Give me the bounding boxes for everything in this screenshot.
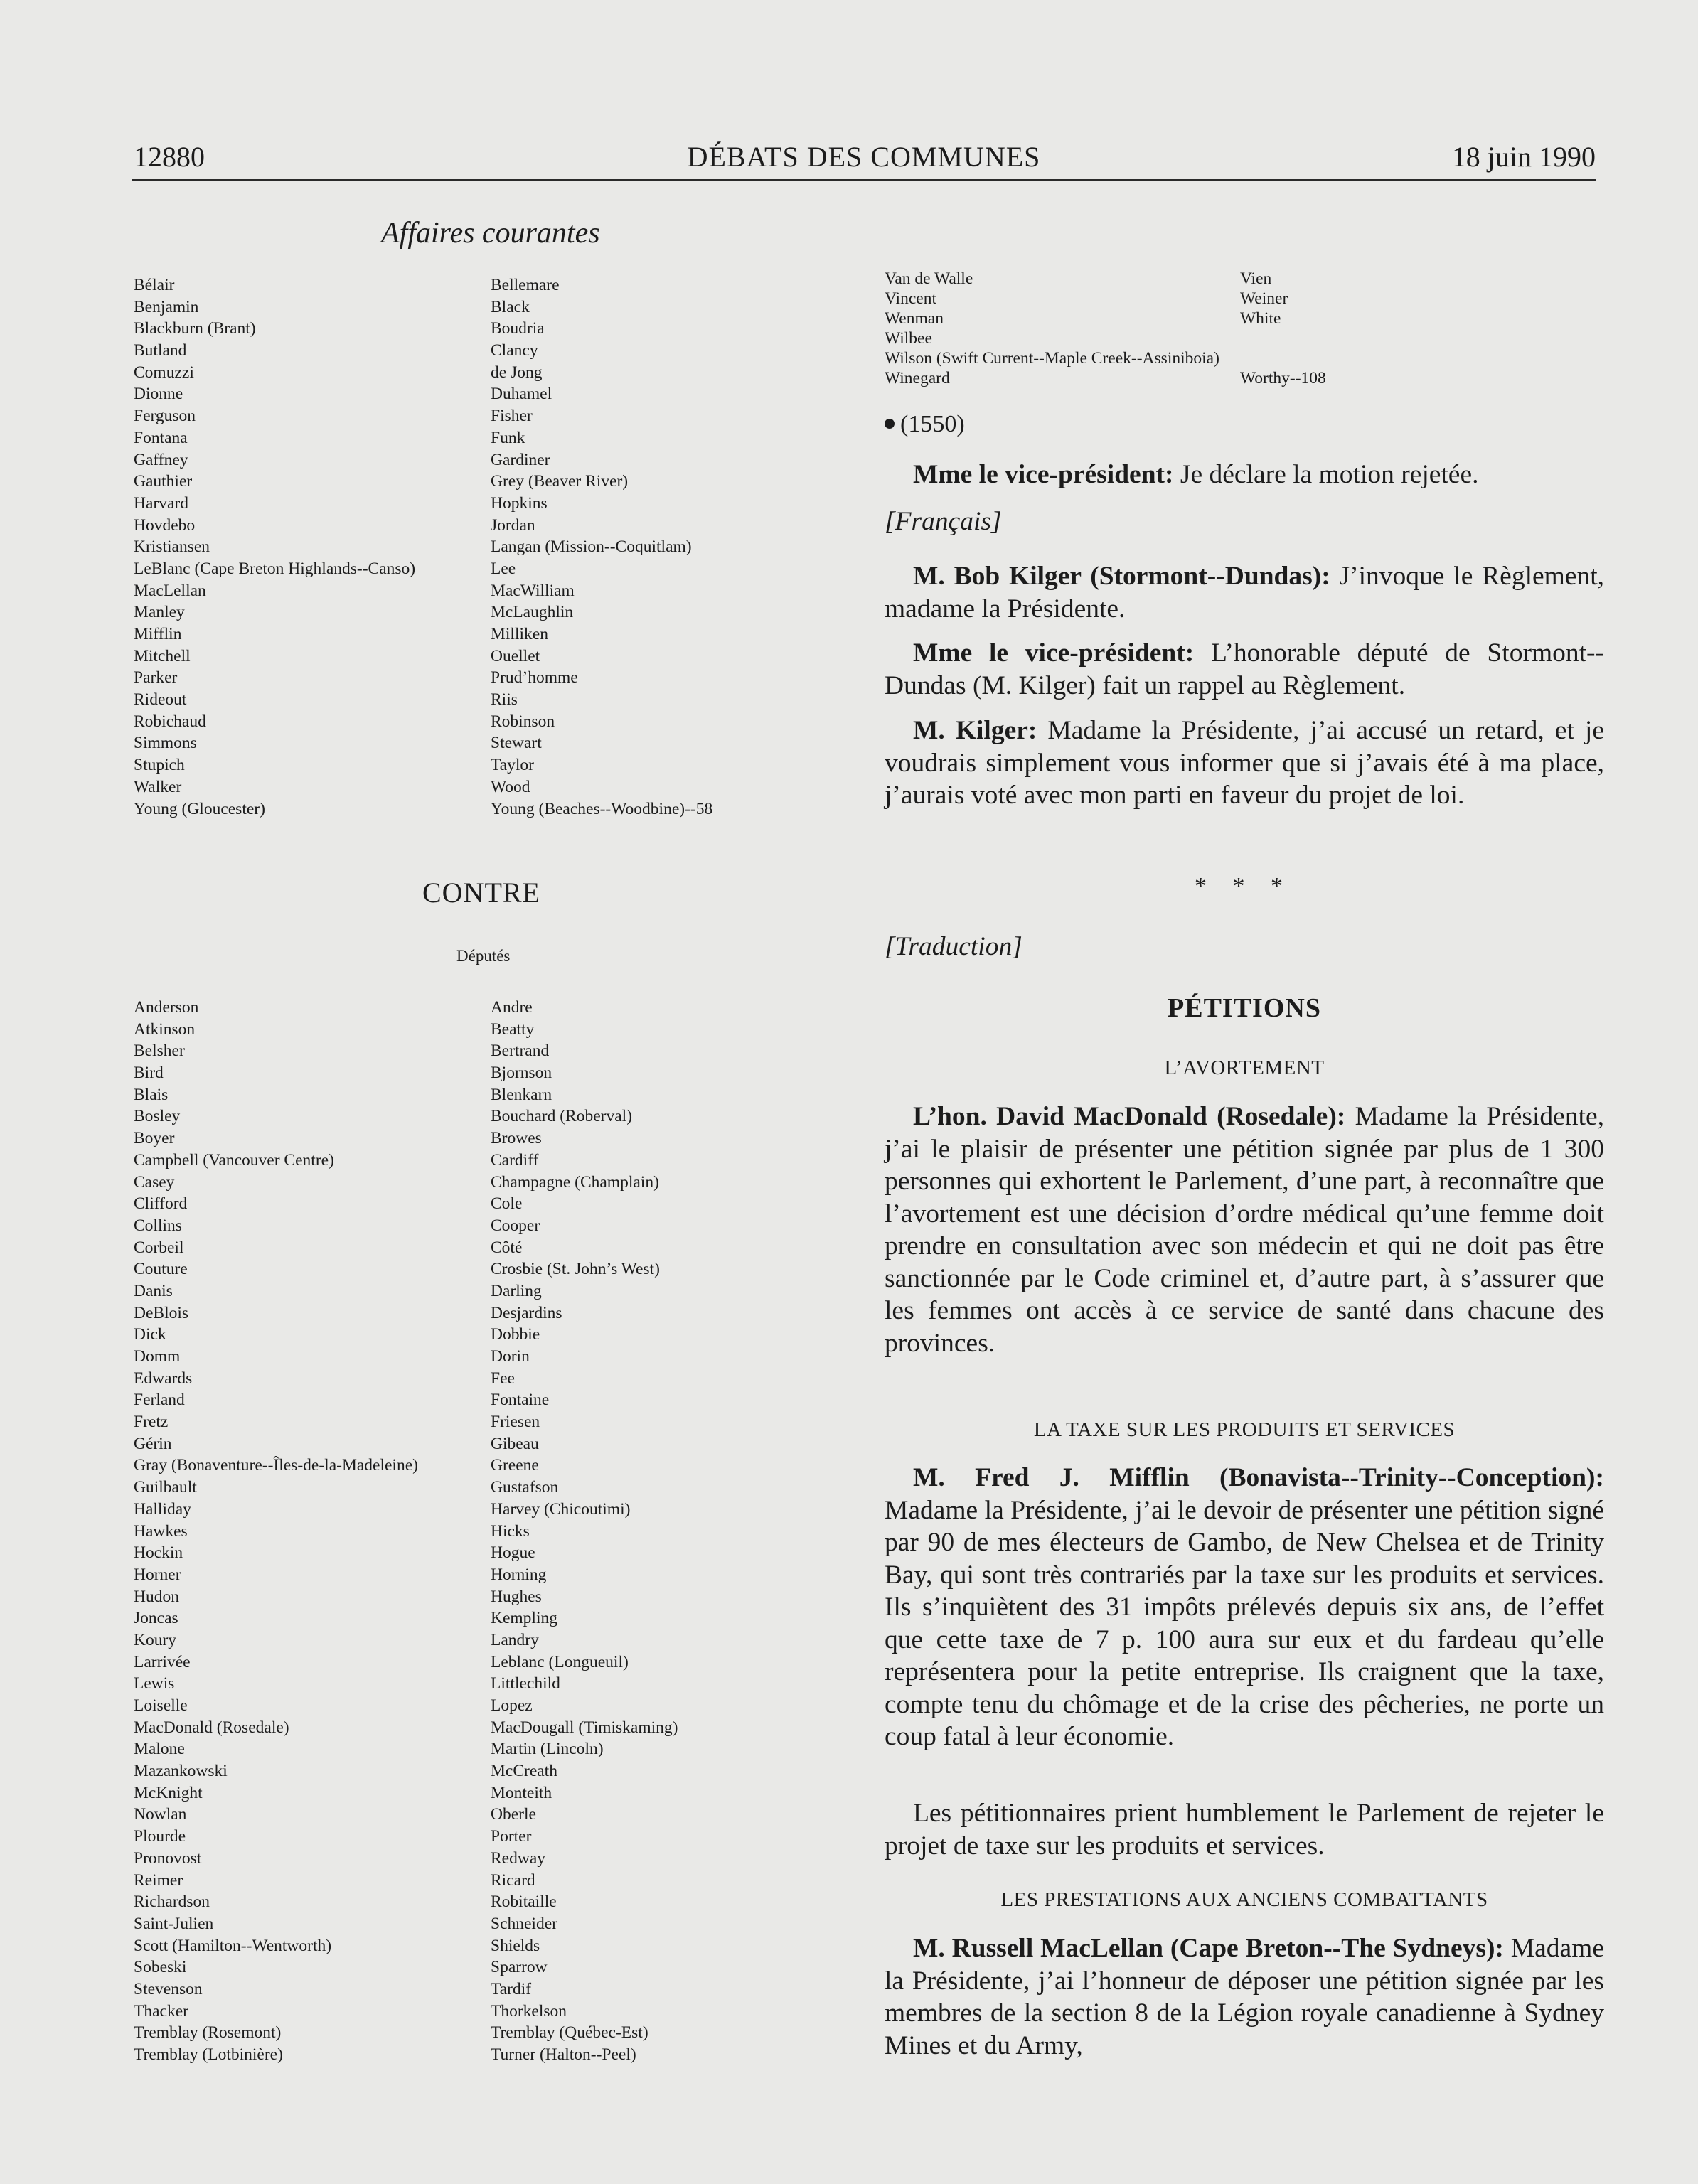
member-name: LeBlanc (Cape Breton Highlands--Canso)	[134, 559, 416, 578]
member-name: Tremblay (Québec-Est)	[491, 2023, 648, 2043]
member-name: Andre	[491, 998, 533, 1017]
pour-list-col2	[491, 274, 712, 820]
member-name: Prud’homme	[491, 668, 578, 687]
member-row	[885, 269, 1604, 289]
member-name: Clifford	[134, 1194, 188, 1214]
member-name: Worthy--108	[1240, 369, 1326, 387]
member-name: Jordan	[491, 515, 535, 535]
member-name: Redway	[491, 1848, 546, 1868]
paragraph-5: L’hon. David MacDonald (Rosedale): Madame la Présidente, j’ai le plaisir de présenter une pétition signée par plus de 1 300 personnes qui exhortent le Parlement, d’une part, à reconnaître que l’avortement est une décision d’ordre médical qu’une femme doit prendre en consultation avec son médecin et qui ne doit pas être sanctionnée par le Code criminel et, d’autre part, à s’assurer que les femmes ont accès à ce service de santé dans chacune des provinces.	[885, 1102, 1605, 1358]
member-name: Turner (Halton--Peel)	[491, 2045, 636, 2064]
member-row	[885, 289, 1604, 309]
member-name: Fisher	[491, 407, 533, 426]
member-name: Ricard	[491, 1870, 535, 1890]
publication-title: DÉBATS DES COMMUNES	[687, 141, 1041, 173]
member-name: Walker	[134, 777, 182, 796]
member-name: White	[1240, 309, 1281, 328]
member-name: Horning	[491, 1565, 547, 1584]
member-name: Belsher	[134, 1042, 185, 1061]
member-name: Mitchell	[134, 646, 191, 665]
member-name: Desjardins	[491, 1303, 562, 1322]
member-name: MacWilliam	[491, 581, 575, 600]
member-name: Cooper	[491, 1216, 540, 1235]
member-name: Friesen	[491, 1413, 540, 1432]
member-name: Anderson	[134, 998, 199, 1017]
member-name: Clancy	[491, 341, 538, 360]
paragraph-7: Les pétitionnaires prient humblement le Parlement de rejeter le projet de taxe sur les produits et services.	[885, 1799, 1604, 1861]
member-name: Hudon	[134, 1587, 179, 1606]
member-name: Browes	[491, 1129, 542, 1148]
member-name: Hopkins	[491, 493, 548, 513]
subheading-avortement: L’AVORTEMENT	[1164, 1056, 1325, 1079]
member-name: Hovdebo	[134, 515, 196, 535]
member-name: Collins	[134, 1216, 182, 1235]
member-name: Stewart	[491, 734, 542, 753]
member-name: Young (Gloucester)	[134, 799, 265, 818]
member-name: Manley	[134, 603, 185, 622]
member-name: Tremblay (Rosemont)	[134, 2023, 282, 2043]
member-name: Campbell (Vancouver Centre)	[134, 1150, 334, 1169]
member-name: Harvard	[134, 493, 188, 513]
member-name: Simmons	[134, 734, 197, 753]
member-name: Corbeil	[134, 1238, 184, 1257]
member-name: Boyer	[134, 1129, 175, 1148]
member-name: Lopez	[491, 1696, 533, 1715]
member-name: Cardiff	[491, 1150, 539, 1169]
member-name: Cole	[491, 1194, 523, 1214]
contre-list-col1	[134, 997, 418, 2066]
member-name: MacLellan	[134, 581, 206, 600]
member-name: Fretz	[134, 1413, 169, 1432]
subheading-tps: LA TAXE SUR LES PRODUITS ET SERVICES	[1033, 1418, 1456, 1441]
member-name: Riis	[491, 690, 518, 710]
member-name: Rideout	[134, 690, 187, 710]
member-name: Weiner	[1240, 289, 1288, 308]
member-name: Gardiner	[491, 450, 550, 469]
member-name: Stupich	[134, 756, 185, 775]
member-name: Blenkarn	[491, 1085, 552, 1104]
member-name: Taylor	[491, 756, 534, 775]
member-name: Vien	[1240, 269, 1272, 288]
member-name: Martin (Lincoln)	[491, 1740, 604, 1759]
member-name: Richardson	[134, 1893, 210, 1912]
member-row	[885, 348, 1604, 368]
member-name: Winegard	[885, 369, 950, 387]
member-name: Grey (Beaver River)	[491, 472, 629, 491]
member-name: Scott (Hamilton--Wentworth)	[134, 1936, 332, 1955]
member-name: McKnight	[134, 1783, 203, 1802]
member-name: Hughes	[491, 1587, 542, 1606]
member-name: Robitaille	[491, 1893, 557, 1912]
member-name: Hicks	[491, 1521, 530, 1541]
member-name: Sobeski	[134, 1958, 187, 1977]
section-title: Affaires courantes	[381, 217, 600, 250]
member-name: Côté	[491, 1238, 523, 1257]
member-name: Loiselle	[134, 1696, 188, 1715]
publication-date: 18 juin 1990	[1451, 141, 1596, 173]
member-name: Bird	[134, 1064, 164, 1083]
member-name: Bosley	[134, 1107, 181, 1126]
member-name: Malone	[134, 1740, 185, 1759]
member-name: Langan (Mission--Coquitlam)	[491, 537, 692, 557]
member-name: Fontana	[134, 428, 188, 447]
member-name: Blackburn (Brant)	[134, 319, 256, 338]
member-name: Couture	[134, 1260, 188, 1279]
member-name: DeBlois	[134, 1303, 189, 1322]
member-name: Fee	[491, 1369, 515, 1388]
member-name: Parker	[134, 668, 178, 687]
member-name: Harvey (Chicoutimi)	[491, 1499, 631, 1519]
member-name: Dionne	[134, 385, 183, 404]
member-name: Butland	[134, 341, 187, 360]
member-name: MacDonald (Rosedale)	[134, 1718, 289, 1737]
member-name: Bouchard (Roberval)	[491, 1107, 633, 1126]
member-name: Nowlan	[134, 1805, 187, 1824]
member-name: Thorkelson	[491, 2001, 567, 2020]
member-name: Danis	[134, 1281, 173, 1300]
member-name: Ferland	[134, 1391, 185, 1410]
member-name: Robinson	[491, 712, 555, 731]
member-name: Koury	[134, 1630, 177, 1649]
member-name: Horner	[134, 1565, 181, 1584]
member-name: Hogue	[491, 1543, 535, 1563]
member-row	[885, 328, 1604, 348]
language-marker-fr: [Français]	[885, 507, 1002, 536]
member-name: Hockin	[134, 1543, 183, 1563]
member-name: Littlechild	[491, 1674, 560, 1693]
member-name: Gustafson	[491, 1478, 559, 1497]
member-name: Gérin	[134, 1434, 172, 1453]
member-name: Gaffney	[134, 450, 188, 469]
member-name: Benjamin	[134, 297, 199, 316]
member-name: Funk	[491, 428, 525, 447]
member-name: Dick	[134, 1325, 166, 1344]
member-name: Dobbie	[491, 1325, 540, 1344]
member-name: Landry	[491, 1630, 539, 1649]
contre-list-col2	[491, 997, 678, 2066]
member-name: McCreath	[491, 1762, 557, 1781]
member-name: Tremblay (Lotbinière)	[134, 2045, 283, 2064]
member-name: Domm	[134, 1347, 181, 1366]
member-name: Monteith	[491, 1783, 552, 1802]
member-name: Darling	[491, 1281, 542, 1300]
member-name: Kristiansen	[134, 537, 210, 557]
pour-list-col1	[134, 274, 415, 820]
member-row	[885, 309, 1604, 328]
member-name: Edwards	[134, 1369, 193, 1388]
member-name: Leblanc (Longueuil)	[491, 1652, 629, 1671]
member-name: Gibeau	[491, 1434, 539, 1453]
paragraph-3: Mme le vice-président: L’honorable député de Stormont--Dundas (M. Kilger) fait un rappel au Règlement.	[885, 638, 1605, 700]
member-name: Robichaud	[134, 712, 206, 731]
deputes-label: Députés	[456, 947, 511, 965]
member-name: MacDougall (Timiskaming)	[491, 1718, 678, 1737]
member-name: Lewis	[134, 1674, 175, 1693]
member-row	[885, 368, 1604, 388]
member-name: Larrivée	[134, 1652, 191, 1671]
member-name: Plourde	[134, 1827, 186, 1846]
member-name: Pronovost	[134, 1848, 202, 1868]
member-name: Halliday	[134, 1499, 191, 1519]
member-name: Beatty	[491, 1019, 535, 1039]
member-name: Bélair	[134, 276, 175, 294]
contre-heading: CONTRE	[422, 877, 540, 909]
paragraph-8: M. Russell MacLellan (Cape Breton--The Sydneys): Madame la Présidente, j’ai l’honneur de déposer une pétition signée par les membres de la section 8 de la Légion royale canadienne à Sydney Mines et du Army,	[885, 1934, 1604, 2060]
member-name: Milliken	[491, 625, 548, 643]
member-name: Oberle	[491, 1805, 536, 1824]
member-name: Duhamel	[491, 385, 552, 404]
member-name: Greene	[491, 1456, 539, 1475]
member-name: Bertrand	[491, 1042, 550, 1061]
bullet-icon	[885, 419, 895, 429]
member-name: Mifflin	[134, 625, 182, 643]
contre-list-continued	[885, 269, 1604, 388]
member-name: Ferguson	[134, 407, 196, 426]
member-name: Sparrow	[491, 1958, 548, 1977]
member-name: Saint-Julien	[134, 1914, 214, 1933]
member-name: Wood	[491, 777, 530, 796]
subheading-anciens-combattants: LES PRESTATIONS AUX ANCIENS COMBATTANTS	[1000, 1888, 1488, 1911]
member-name: Lee	[491, 559, 516, 578]
member-name: Porter	[491, 1827, 532, 1846]
member-name: Gauthier	[134, 472, 193, 491]
paragraph-2: M. Bob Kilger (Stormont--Dundas): J’invoque le Règlement, madame la Présidente.	[885, 562, 1604, 623]
member-name: Reimer	[134, 1870, 183, 1890]
member-name: McLaughlin	[491, 603, 574, 622]
time-mark: (1550)	[885, 411, 965, 438]
member-name: Thacker	[134, 2001, 188, 2020]
member-name: Fontaine	[491, 1391, 550, 1410]
section-separator: * * *	[1195, 873, 1293, 899]
member-name: Young (Beaches--Woodbine)--58	[491, 799, 713, 818]
page-number: 12880	[134, 141, 205, 173]
member-name: Schneider	[491, 1914, 557, 1933]
member-name: Wenman	[885, 309, 944, 328]
member-name: Shields	[491, 1936, 540, 1955]
member-name: Stevenson	[134, 1979, 203, 1998]
petitions-heading: PÉTITIONS	[1168, 993, 1321, 1023]
member-name: de Jong	[491, 363, 543, 382]
member-name: Wilson (Swift Current--Maple Creek--Assiniboia)	[885, 349, 1219, 368]
member-name: Black	[491, 297, 530, 316]
member-name: Comuzzi	[134, 363, 194, 382]
member-name: Tardif	[491, 1979, 532, 1998]
member-name: Guilbault	[134, 1478, 197, 1497]
member-name: Blais	[134, 1085, 169, 1104]
member-name: Casey	[134, 1172, 175, 1192]
language-marker-tr: [Traduction]	[885, 932, 1022, 961]
member-name: Hawkes	[134, 1521, 188, 1541]
member-name: Boudria	[491, 319, 545, 338]
member-name: Atkinson	[134, 1019, 196, 1039]
member-name: Gray (Bonaventure--Îles-de-la-Madeleine)	[134, 1456, 418, 1475]
member-name: Ouellet	[491, 646, 540, 665]
member-name: Mazankowski	[134, 1762, 228, 1781]
member-name: Vincent	[885, 289, 936, 308]
member-name: Wilbee	[885, 329, 932, 348]
member-name: Van de Walle	[885, 269, 973, 288]
paragraph-1: Mme le vice-président: Je déclare la motion rejetée.	[913, 460, 1479, 489]
paragraph-6: M. Fred J. Mifflin (Bonavista--Trinity--Conception): Madame la Présidente, j’ai le devoir de présenter une pétition signé par 90 de mes électeurs de Gambo, de New Chelsea et de Trinity Bay, qui sont très contrariés par la taxe sur les produits et services. Ils s’inquiètent des 31 impôts prélevés depuis six ans, de l’effet que cette taxe de 7 p. 100 aura sur eux et du fardeau qu’elle représentera pour la petite entreprise. Ils craignent que la taxe, compte tenu du chômage et de la crise des pêcheries, ne porte un coup fatal à leur économie.	[885, 1463, 1604, 1751]
paragraph-4: M. Kilger: Madame la Présidente, j’ai accusé un retard, et je voudrais simplement vous informer que si j’avais été à ma place, j’aurais voté avec mon parti en faveur du projet de loi.	[885, 716, 1604, 810]
member-name: Kempling	[491, 1609, 557, 1628]
member-name: Joncas	[134, 1609, 178, 1628]
member-name: Champagne (Champlain)	[491, 1172, 659, 1192]
page-header	[132, 139, 1596, 181]
member-name: Bjornson	[491, 1064, 552, 1083]
member-name: Bellemare	[491, 276, 560, 294]
member-name: Dorin	[491, 1347, 530, 1366]
member-name: Crosbie (St. John’s West)	[491, 1260, 660, 1279]
